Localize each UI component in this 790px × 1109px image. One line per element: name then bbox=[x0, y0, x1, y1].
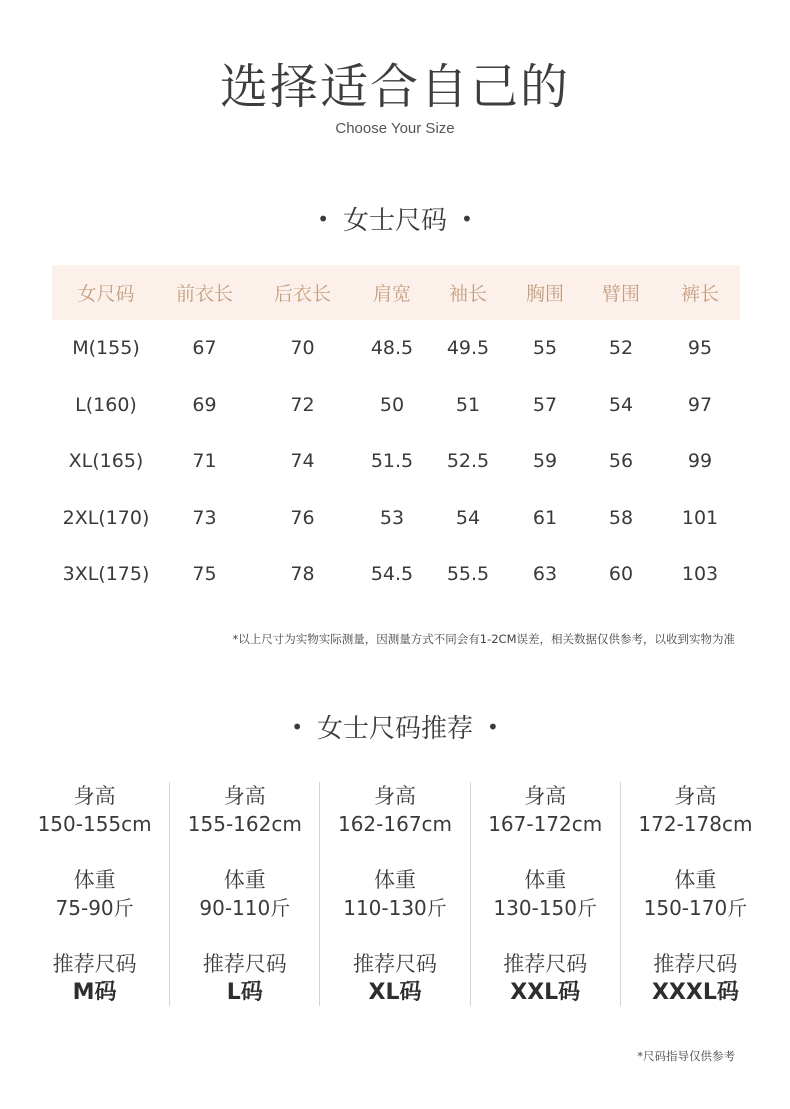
weight-value: 150-170斤 bbox=[643, 896, 748, 920]
table-cell: 55.5 bbox=[446, 563, 490, 586]
weight-label: 体重 bbox=[524, 868, 567, 892]
table-row bbox=[52, 490, 740, 547]
height-value: 155-162cm bbox=[187, 812, 302, 836]
header-cell: 肩宽 bbox=[372, 283, 411, 305]
recommendation-column bbox=[470, 782, 620, 1006]
table-cell: 48.5 bbox=[370, 337, 414, 360]
header-cell: 臂围 bbox=[601, 283, 640, 305]
weight-label: 体重 bbox=[374, 868, 416, 892]
size-label: 推荐尺码 bbox=[202, 952, 287, 976]
measurement-note: *以上尺寸为实物实际测量，因测量方式不同会有1-2CM误差，相关数据仅供参考，以收到实物为准 bbox=[232, 632, 735, 646]
height-value: 167-172cm bbox=[488, 812, 603, 836]
bullet-dot-right: • bbox=[461, 207, 473, 231]
size-label: 推荐尺码 bbox=[353, 952, 437, 976]
table-cell: 51 bbox=[455, 393, 481, 416]
table-cell: 95 bbox=[687, 337, 713, 360]
table-row bbox=[52, 433, 740, 490]
size-value: L码 bbox=[226, 980, 263, 1005]
header-cell: 裤长 bbox=[680, 283, 719, 305]
size-chart-title: 女士尺码 bbox=[342, 206, 447, 236]
table-row bbox=[52, 546, 740, 603]
recommendation-column bbox=[169, 782, 319, 1006]
height-value: 150-155cm bbox=[37, 812, 152, 836]
table-cell: 63 bbox=[532, 563, 558, 586]
table-cell: 54 bbox=[608, 393, 634, 416]
size-value: XL码 bbox=[368, 980, 422, 1005]
height-label: 身高 bbox=[674, 784, 717, 808]
table-cell: 59 bbox=[532, 450, 558, 473]
table-cell: 54.5 bbox=[370, 563, 414, 586]
table-cell: 58 bbox=[608, 506, 634, 529]
size-label: 推荐尺码 bbox=[653, 952, 738, 976]
table-cell: 76 bbox=[290, 506, 315, 529]
table-cell: 56 bbox=[608, 450, 634, 473]
table-cell: 74 bbox=[290, 450, 315, 473]
recommendation-heading bbox=[0, 708, 790, 745]
header-cell: 袖长 bbox=[448, 283, 487, 305]
height-value: 162-167cm bbox=[337, 812, 453, 836]
bullet-dot-left: • bbox=[317, 207, 329, 231]
table-cell: 70 bbox=[290, 337, 315, 360]
table-cell: M(155) bbox=[72, 337, 140, 360]
height-label: 身高 bbox=[73, 784, 116, 808]
table-cell: 61 bbox=[532, 506, 558, 529]
table-cell: 52 bbox=[608, 337, 634, 360]
size-label: 推荐尺码 bbox=[503, 952, 588, 976]
table-cell: 71 bbox=[192, 450, 217, 473]
table-cell: L(160) bbox=[75, 393, 137, 416]
table-cell: 78 bbox=[290, 563, 315, 586]
table-cell: 55 bbox=[532, 337, 558, 360]
table-cell: 101 bbox=[681, 506, 719, 529]
table-cell: 53 bbox=[379, 506, 405, 529]
table-cell: 49.5 bbox=[446, 337, 490, 360]
weight-value: 110-130斤 bbox=[343, 896, 447, 920]
height-label: 身高 bbox=[374, 784, 416, 808]
size-table bbox=[52, 265, 740, 603]
size-value: XXXL码 bbox=[651, 980, 739, 1005]
table-cell: XL(165) bbox=[68, 450, 144, 473]
table-cell: 3XL(175) bbox=[62, 563, 150, 586]
table-cell: 75 bbox=[192, 563, 217, 586]
header-cell: 后衣长 bbox=[273, 283, 331, 305]
page-subtitle: Choose Your Size bbox=[335, 120, 455, 137]
table-cell: 73 bbox=[192, 506, 217, 529]
table-cell: 54 bbox=[455, 506, 481, 529]
recommendation-grid bbox=[20, 782, 770, 1006]
size-table-header bbox=[52, 265, 740, 320]
bullet-dot-left: • bbox=[291, 715, 303, 739]
table-cell: 60 bbox=[608, 563, 634, 586]
height-value: 172-178cm bbox=[638, 812, 753, 836]
table-cell: 50 bbox=[379, 393, 405, 416]
recommendation-title: 女士尺码推荐 bbox=[316, 714, 473, 744]
table-cell: 2XL(170) bbox=[62, 506, 150, 529]
table-cell: 57 bbox=[532, 393, 558, 416]
height-label: 身高 bbox=[223, 784, 266, 808]
height-label: 身高 bbox=[524, 784, 567, 808]
table-cell: 52.5 bbox=[446, 450, 490, 473]
header-cell: 前衣长 bbox=[175, 283, 233, 305]
bullet-dot-right: • bbox=[487, 715, 499, 739]
weight-value: 75-90斤 bbox=[55, 896, 134, 920]
weight-label: 体重 bbox=[223, 868, 266, 892]
weight-label: 体重 bbox=[73, 868, 116, 892]
header-cell: 胸围 bbox=[525, 283, 564, 305]
weight-label: 体重 bbox=[674, 868, 717, 892]
size-guide-note: *尺码指导仅供参考 bbox=[637, 1049, 735, 1063]
size-value: XXL码 bbox=[510, 980, 581, 1005]
table-cell: 103 bbox=[681, 563, 719, 586]
table-cell: 72 bbox=[290, 393, 315, 416]
table-row bbox=[52, 377, 740, 434]
weight-value: 130-150斤 bbox=[493, 896, 597, 920]
recommendation-column bbox=[20, 782, 169, 1006]
table-cell: 69 bbox=[192, 393, 217, 416]
table-cell: 51.5 bbox=[370, 450, 414, 473]
size-chart-heading bbox=[0, 200, 790, 237]
table-row bbox=[52, 320, 740, 377]
weight-value: 90-110斤 bbox=[199, 896, 291, 920]
table-cell: 99 bbox=[687, 450, 713, 473]
size-label: 推荐尺码 bbox=[52, 952, 137, 976]
recommendation-column bbox=[319, 782, 469, 1006]
recommendation-column bbox=[620, 782, 770, 1006]
page-title: 选择适合自己的 bbox=[219, 59, 570, 115]
table-cell: 97 bbox=[687, 393, 713, 416]
header-cell: 女尺码 bbox=[77, 283, 135, 305]
table-cell: 67 bbox=[192, 337, 217, 360]
size-value: M码 bbox=[72, 980, 117, 1005]
